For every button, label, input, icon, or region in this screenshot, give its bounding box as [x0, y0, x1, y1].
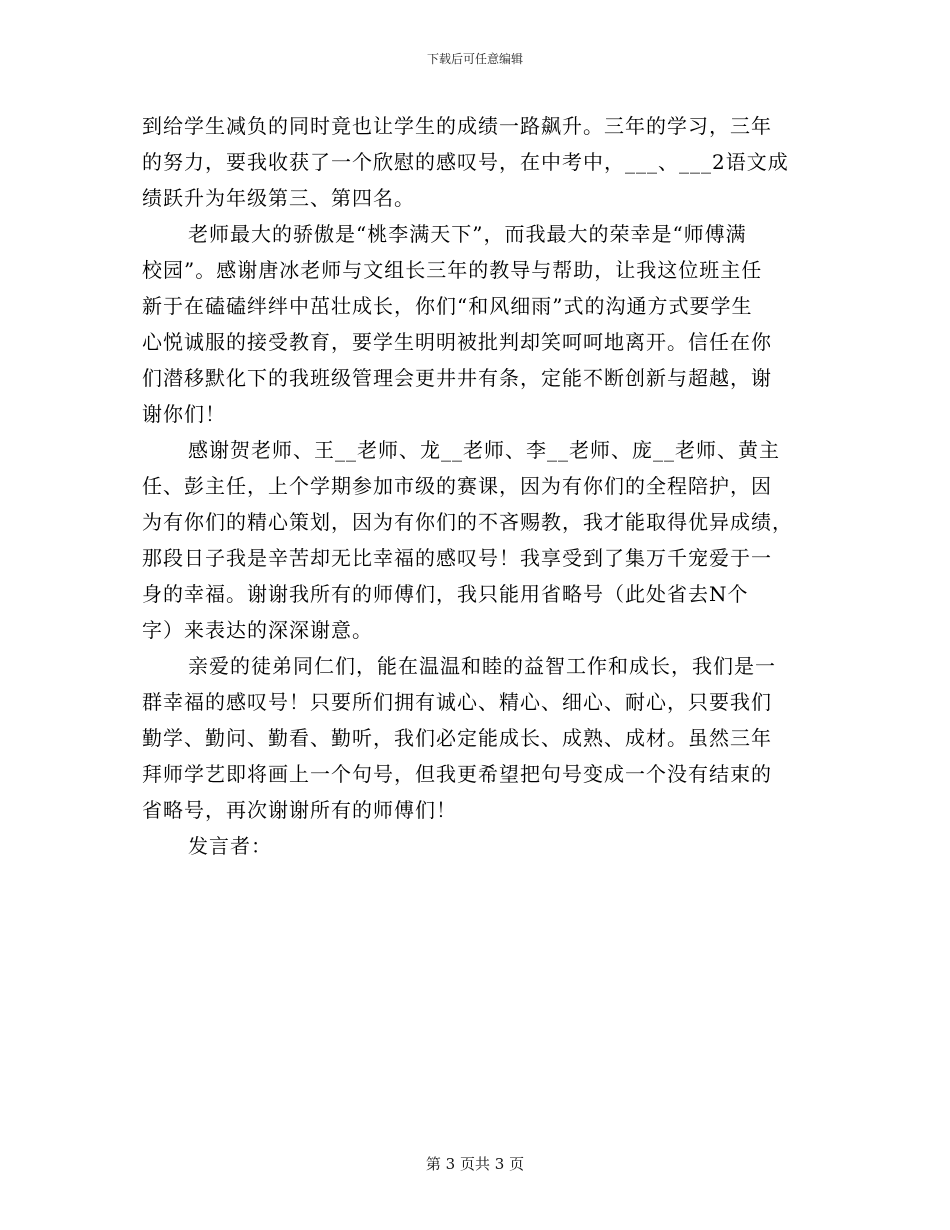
text-line: 拜师学艺即将画上一个句号，但我更希望把句号变成一个没有结束的: [142, 762, 772, 786]
text-line: 校园”。感谢唐冰老师与文组长三年的教导与帮助，让我这位班主任: [142, 258, 763, 282]
speaker-label: 发言者：: [188, 834, 272, 858]
paragraph-teachers-pride: [142, 216, 812, 432]
page-header: [0, 51, 950, 67]
text-line: 的努力，要我收获了一个欣慰的感叹号，在中考中，___、___2语文成: [142, 150, 789, 174]
page-footer: [0, 1154, 950, 1174]
paragraph-continuation: [142, 108, 812, 216]
text-line: 感谢贺老师、王__老师、龙__老师、李__老师、庞__老师、黄主: [188, 438, 780, 462]
paragraph-speaker: [142, 828, 812, 864]
text-line: 字）来表达的深深谢意。: [142, 618, 373, 642]
paragraph-thanks-teachers: [142, 432, 812, 648]
text-line: 群幸福的感叹号！只要所们拥有诚心、精心、细心、耐心，只要我们: [142, 690, 772, 714]
text-line: 老师最大的骄傲是“桃李满天下”，而我最大的荣幸是“师傅满: [188, 222, 747, 246]
text-line: 那段日子我是辛苦却无比幸福的感叹号！我享受到了集万千宠爱于一: [142, 546, 772, 570]
paragraph-apprentices: [142, 648, 812, 828]
text-line: 绩跃升为年级第三、第四名。: [142, 186, 415, 210]
text-line: 到给学生减负的同时竟也让学生的成绩一路飙升。三年的学习，三年: [142, 114, 772, 138]
text-line: 身的幸福。谢谢我所有的师傅们，我只能用省略号（此处省去N个: [142, 582, 749, 606]
text-line: 勤学、勤问、勤看、勤听，我们必定能成长、成熟、成材。虽然三年: [142, 726, 772, 750]
text-line: 为有你们的精心策划，因为有你们的不吝赐教，我才能取得优异成绩，: [142, 510, 793, 534]
text-line: 谢你们！: [142, 402, 226, 426]
text-line: 亲爱的徒弟同仁们，能在温温和睦的益智工作和成长，我们是一: [188, 654, 776, 678]
header-note: 下载后可任意编辑: [426, 52, 523, 66]
document-body: [142, 108, 812, 864]
text-line: 任、彭主任，上个学期参加市级的赛课，因为有你们的全程陪护，因: [142, 474, 772, 498]
text-line: 新于在磕磕绊绊中茁壮成长，你们“和风细雨”式的沟通方式要学生: [142, 294, 753, 318]
page-number: 第 3 页共 3 页: [425, 1155, 525, 1173]
text-line: 心悦诚服的接受教育，要学生明明被批判却笑呵呵地离开。信任在你: [142, 330, 772, 354]
text-line: 省略号，再次谢谢所有的师傅们！: [142, 798, 457, 822]
text-line: 们潜移默化下的我班级管理会更井井有条，定能不断创新与超越，谢: [142, 366, 772, 390]
